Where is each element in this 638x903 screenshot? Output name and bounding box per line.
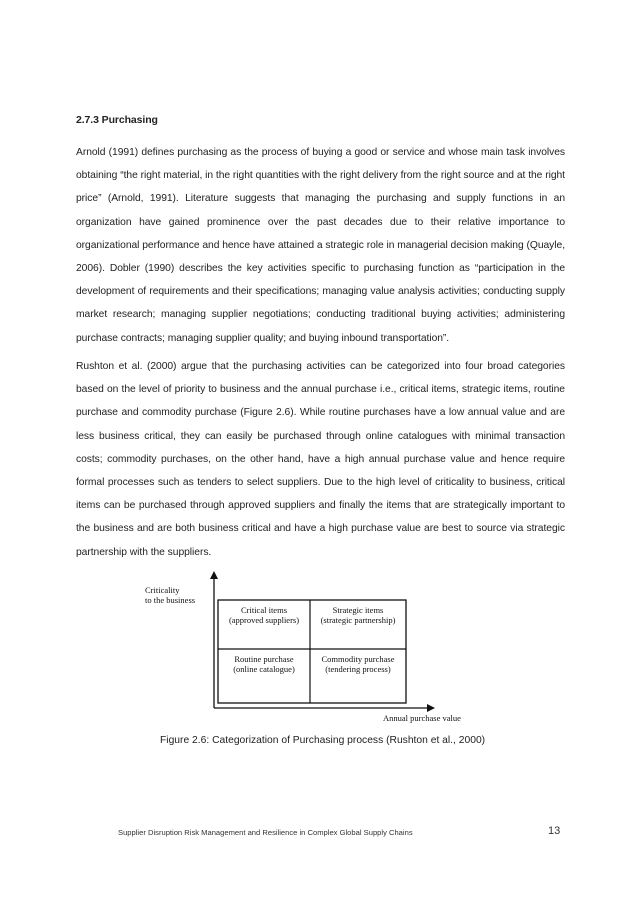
section-heading: 2.7.3 Purchasing: [76, 114, 158, 126]
footer-text: Supplier Disruption Risk Management and Resilience in Complex Global Supply Chains: [118, 828, 413, 837]
cell-commodity-purchase-title: Commodity purchase: [321, 654, 395, 664]
y-axis-label: [145, 585, 195, 605]
cell-critical-items-sub: (approved suppliers): [228, 615, 300, 625]
x-axis-label: Annual purchase value: [383, 713, 461, 723]
matrix-axes: [145, 570, 485, 720]
cell-strategic-items-sub: (strategic partnership): [320, 615, 396, 625]
cell-critical-items-title: Critical items: [240, 605, 288, 615]
cell-routine-purchase: [218, 654, 310, 674]
y-axis-label-line2: to the business: [145, 595, 196, 605]
paragraph-rushton: Rushton et al. (2000) argue that the purchasing activities can be categorized into four broad categories based on the level of priority to business and the annual purchase i.e., critical items, strategic items, routine purchase and commodity purchase (Figure 2.6). While routine purchases have a low annual value and are less business critical, they can easily be purchased through online catalogues with minimal transaction costs; commodity purchases, on the other hand, have a high annual purchase value and hence require formal processes such as tenders to select suppliers. Due to the high level of criticality to business, critical items can be purchased through approved suppliers and finally the items that are strategically important to the business and are both business critical and have a high purchase value are best to source via strategic partnership with the suppliers.: [76, 361, 565, 558]
cell-routine-purchase-title: Routine purchase: [234, 654, 294, 664]
y-axis-label-line1: Criticality: [145, 585, 180, 595]
page-number: 13: [548, 825, 561, 837]
paragraph-arnold: Arnold (1991) defines purchasing as the process of buying a good or service and whose main task involves obtaining “the right material, in the right quantities with the right delivery from the right source and at the right price” (Arnold, 1991). Literature suggests that managing the purchasing and supply functions in an organization have gained prominence over the past decades due to their relative importance to organizational performance and hence have attained a strategic role in managerial decision making (Quayle, 2006). Dobler (1990) describes the key activities specific to purchasing function as “participation in the development of requirements and their specifications; managing value analysis activities; conducting supply market research; managing supplier negotiations; conducting traditional buying activities; administering purchase contracts; managing supplier quality; and buying inbound transportation”.: [76, 147, 565, 344]
cell-commodity-purchase: [310, 654, 406, 674]
purchasing-matrix-figure: [145, 570, 485, 723]
cell-strategic-items-title: Strategic items: [332, 605, 384, 615]
cell-commodity-purchase-sub: (tendering process): [325, 664, 391, 674]
figure-caption: Figure 2.6: Categorization of Purchasing process (Rushton et al., 2000): [160, 735, 486, 746]
cell-strategic-items: [310, 605, 406, 625]
cell-routine-purchase-sub: (online catalogue): [233, 664, 295, 674]
cell-critical-items: [218, 605, 310, 625]
